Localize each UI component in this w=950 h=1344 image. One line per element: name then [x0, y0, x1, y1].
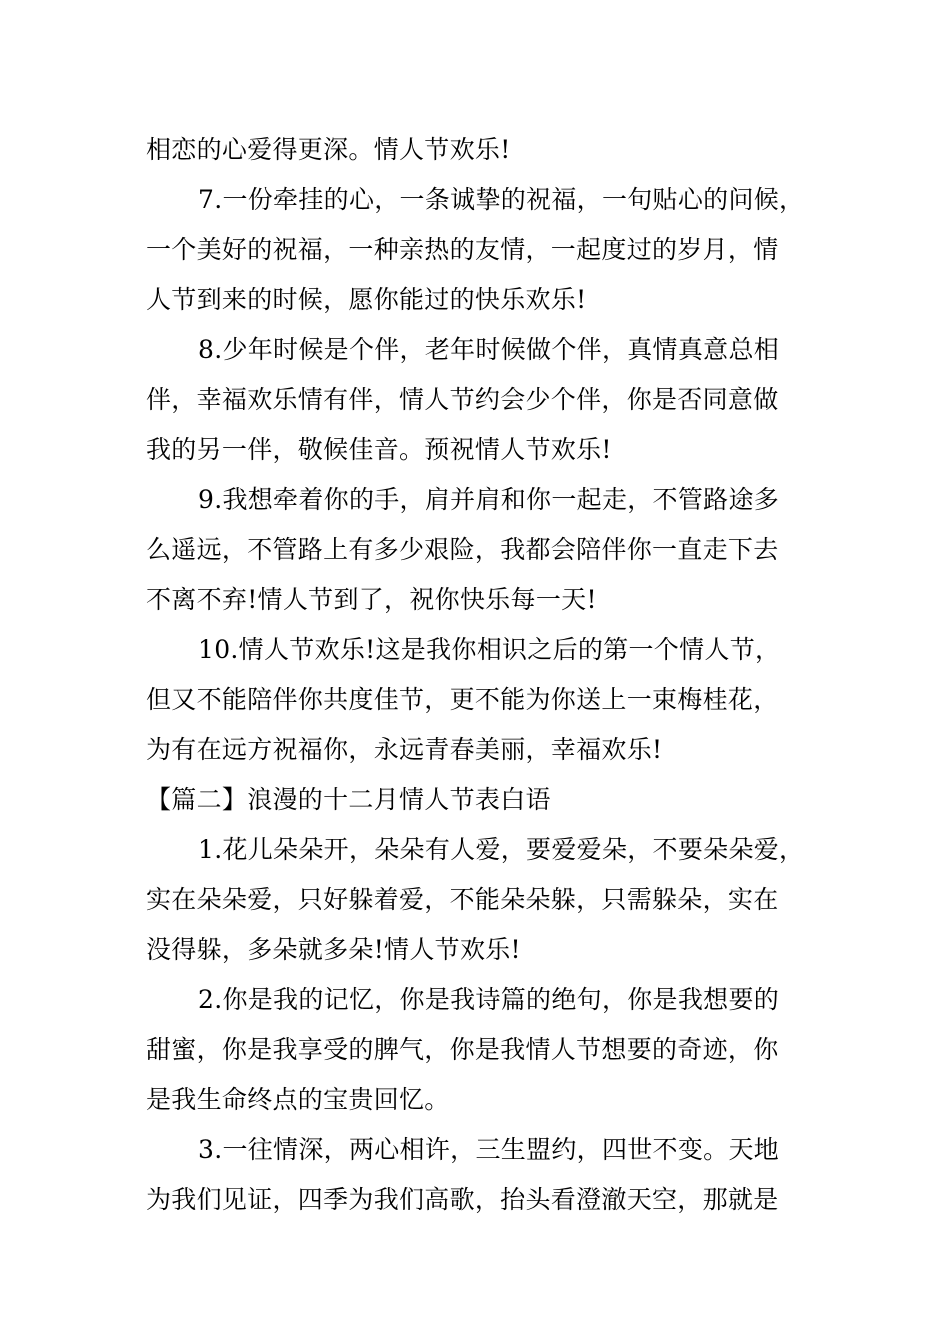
- text-line: 9.我想牵着你的手，肩并肩和你一起走，不管路途多: [198, 485, 780, 514]
- text-line: 8.少年时候是个伴，老年时候做个伴，真情真意总相: [198, 335, 780, 364]
- text-line: 是我生命终点的宝贵回忆。: [146, 1085, 450, 1114]
- section-heading: 【篇二】浪漫的十二月情人节表白语: [146, 785, 551, 814]
- text-line: 人节到来的时候，愿你能过的快乐欢乐!: [146, 285, 587, 314]
- document-body: [146, 125, 814, 1225]
- text-line: 实在朵朵爱，只好躲着爱，不能朵朵躲，只需躲朵，实在: [146, 885, 779, 914]
- wish-item-1: [146, 825, 814, 975]
- text-line: 没得躲，多朵就多朵!情人节欢乐!: [146, 935, 521, 964]
- text-line: 甜蜜，你是我享受的脾气，你是我情人节想要的奇迹，你: [146, 1035, 779, 1064]
- text-line: 伴，幸福欢乐情有伴，情人节约会少个伴，你是否同意做: [146, 385, 779, 414]
- text-line: 一个美好的祝福，一种亲热的友情，一起度过的岁月，情: [146, 235, 779, 264]
- wish-item-10: [146, 625, 814, 775]
- text-line: 7.一份牵挂的心，一条诚挚的祝福，一句贴心的问候，: [198, 185, 805, 214]
- text-line: 么遥远，不管路上有多少艰险，我都会陪伴你一直走下去: [146, 535, 779, 564]
- text-line: 2.你是我的记忆，你是我诗篇的绝句，你是我想要的: [198, 985, 780, 1014]
- text-line: 为我们见证，四季为我们高歌，抬头看澄澈天空，那就是: [146, 1185, 779, 1214]
- text-line: 1.花儿朵朵开，朵朵有人爱，要爱爱朵，不要朵朵爱，: [198, 835, 805, 864]
- text-line: 3.一往情深，两心相许，三生盟约，四世不变。天地: [198, 1135, 780, 1164]
- text-line: 不离不弃!情人节到了，祝你快乐每一天!: [146, 585, 597, 614]
- wish-item-3: [146, 1125, 814, 1225]
- text-line: 我的另一伴，敬候佳音。预祝情人节欢乐!: [146, 435, 612, 464]
- text-line: 但又不能陪伴你共度佳节，更不能为你送上一束梅桂花，: [146, 685, 779, 714]
- text-line: 为有在远方祝福你，永远青春美丽，幸福欢乐!: [146, 735, 663, 764]
- wish-item-2: [146, 975, 814, 1125]
- wish-item-7: [146, 175, 814, 325]
- text-line: 10.情人节欢乐!这是我你相识之后的第一个情人节，: [198, 635, 781, 664]
- wish-item-9: [146, 475, 814, 625]
- wish-item-8: [146, 325, 814, 475]
- paragraph-intro-tail: 相恋的心爱得更深。情人节欢乐!: [146, 135, 511, 164]
